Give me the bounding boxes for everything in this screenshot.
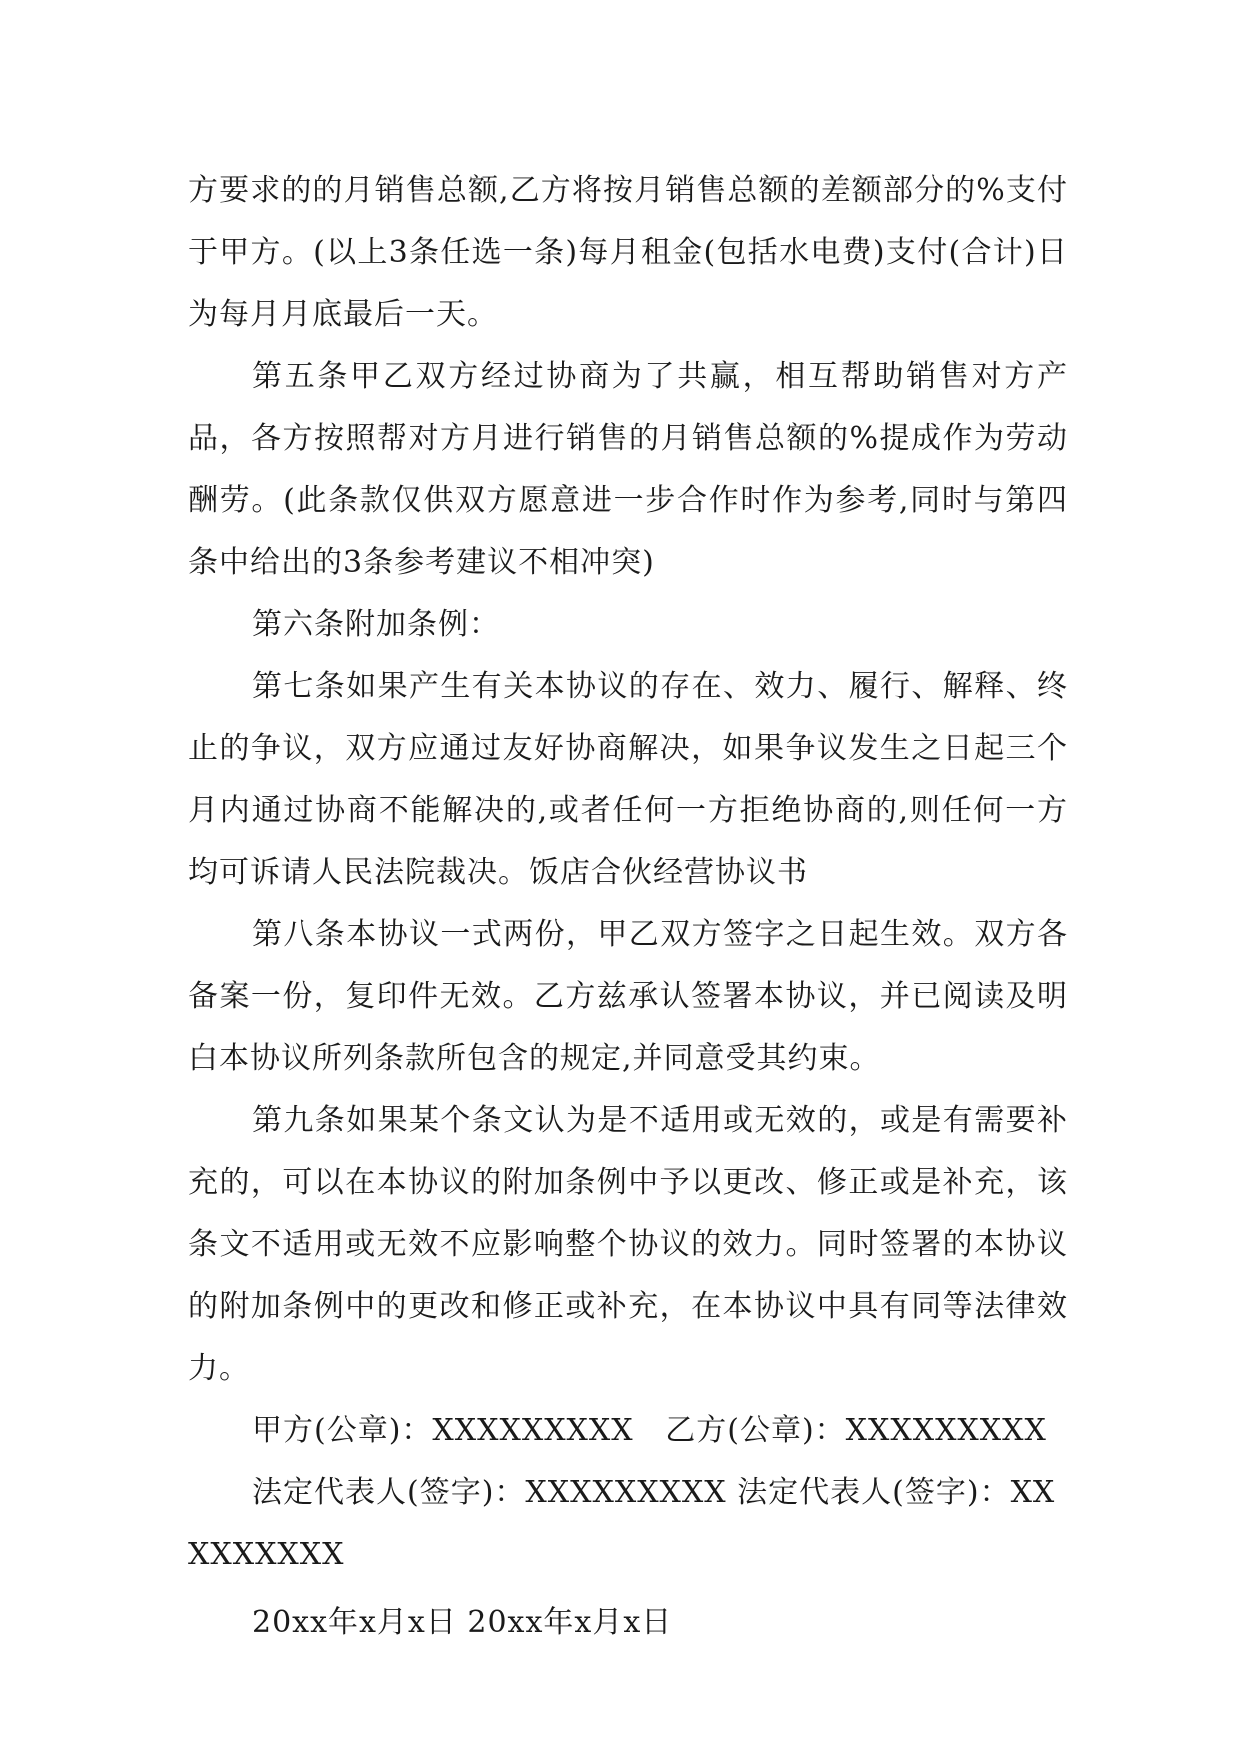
legal-representative-line: 法定代表人(签字)：XXXXXXXXX 法定代表人(签字)：XXXXXXXXX xyxy=(188,1475,1056,1572)
date-line: 20xx年x月x日 20xx年x月x日 xyxy=(252,1605,673,1640)
paragraph-article-9: 第九条如果某个条文认为是不适用或无效的，或是有需要补充的，可以在本协议的附加条例中予以更改、修正或是补充，该条文不适用或无效不应影响整个协议的效力。同时签署的本协议的附加条例中的更改和修正或补充，在本协议中具有同等法律效力。 xyxy=(188,1103,1068,1386)
paragraph-article-7: 第七条如果产生有关本协议的存在、效力、履行、解释、终止的争议，双方应通过友好协商解决，如果争议发生之日起三个月内通过协商不能解决的,或者任何一方拒绝协商的,则任何一方均可诉请人民法院裁决。饭店合伙经营协议书 xyxy=(188,669,1068,890)
paragraph-article-8: 第八条本协议一式两份，甲乙双方签字之日起生效。双方各备案一份，复印件无效。乙方兹承认签署本协议，并已阅读及明白本协议所列条款所包含的规定,并同意受其约束。 xyxy=(188,917,1068,1076)
party-b-seal: 乙方(公章)：XXXXXXXXX xyxy=(665,1413,1047,1448)
party-a-seal: 甲方(公章)：XXXXXXXXX xyxy=(252,1413,634,1448)
seal-line xyxy=(188,1400,1068,1462)
paragraph-article-6: 第六条附加条例： xyxy=(252,607,500,642)
paragraph-article-5: 第五条甲乙双方经过协商为了共赢，相互帮助销售对方产品，各方按照帮对方月进行销售的月销售总额的%提成作为劳动酬劳。(此条款仅供双方愿意进一步合作时作为参考,同时与第四条中给出的3条参考建议不相冲突) xyxy=(188,359,1068,580)
document-body xyxy=(188,160,1068,1654)
paragraph-rent-payment: 方要求的的月销售总额,乙方将按月销售总额的差额部分的%支付于甲方。(以上3条任选一条)每月租金(包括水电费)支付(合计)日为每月月底最后一天。 xyxy=(188,173,1068,332)
